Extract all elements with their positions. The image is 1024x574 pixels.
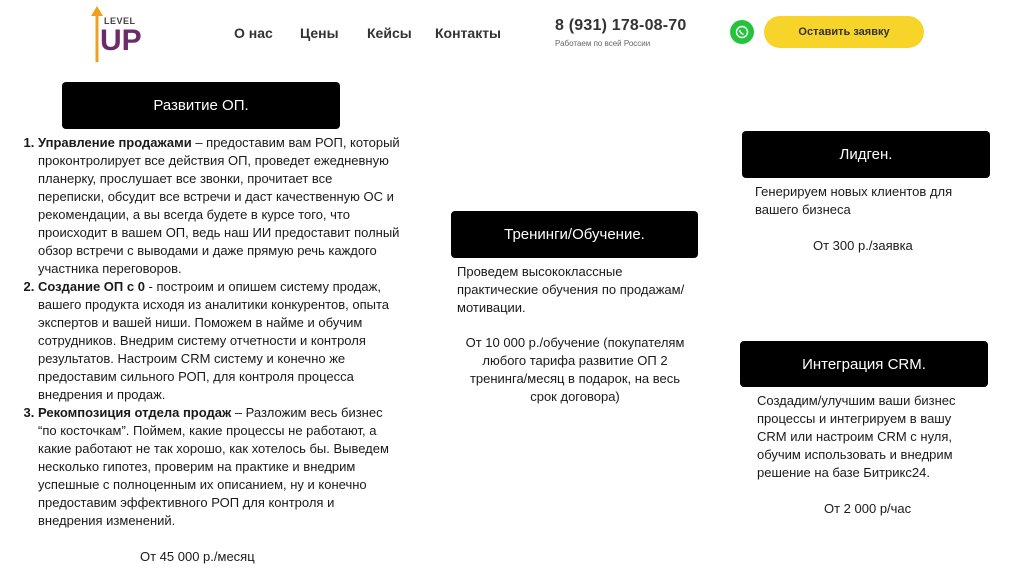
phone-number[interactable]: 8 (931) 178-08-70 xyxy=(555,17,687,34)
leadgen-price: От 300 р./заявка xyxy=(813,238,913,253)
list-item-text: – Разложим весь бизнес “по косточкам”. Поймем, какие процессы не работают, а какие работают не так хорошо, как хотелось бы. Выведем несколько гипотез, проверим на практике и внедрим успешные с полноценным их описанием, ну и конечно предоставим эффективного РОП для контроля и внедрения изменений. xyxy=(38,405,389,528)
training-description: Проведем высококлассные практические обучения по продажам/мотивации. xyxy=(457,264,685,315)
whatsapp-icon xyxy=(735,25,749,39)
level-up-logo[interactable] xyxy=(88,4,148,68)
development-list-block xyxy=(0,134,400,530)
nav-cases[interactable]: Кейсы xyxy=(367,25,412,41)
training-price: От 10 000 р./обучение (покупателям любого тарифа развитие ОП 2 тренинга/месяц в подарок, на весь срок договора) xyxy=(465,335,685,404)
section-training-title: Тренинги/Обучение. xyxy=(451,211,698,258)
list-item-title: Создание ОП с 0 xyxy=(38,279,145,294)
list-item-text: - построим и опишем систему продаж, вашего продукта исходя из аналитики конкурентов, опыта экспертов и вашей ниши. Поможем в найме и обучим сотрудников. Внедрим систему отчетности и контроля результатов. Настроим CRM систему и конечно же предоставим сильного РОП, для контроля процесса внедрения и продаж. xyxy=(38,279,390,402)
list-item-text: – предоставим вам РОП, который проконтролирует все действия ОП, проведет ежедневную планерку, прослушает все звонки, прочитает все переписки, обсудит все встречи и даст качественную ОС и рекомендации, а вы всегда будете в курсе того, что происходит в вашем ОП, ведь наш ИИ предоставит полный обзор встречи с выводами и даже прямую речь каждого участника переговоров. xyxy=(38,135,400,276)
crm-description: Создадим/улучшим ваши бизнес процессы и интегрируем в вашу CRM или настроим CRM с нуля, обучим использовать и внедрим решение на базе Битрикс24. xyxy=(757,393,956,480)
nav-contacts[interactable]: Контакты xyxy=(435,25,502,41)
whatsapp-button[interactable] xyxy=(730,20,754,44)
section-leadgen-title: Лидген. xyxy=(742,131,990,178)
nav-prices[interactable]: Цены xyxy=(300,25,339,41)
development-price: От 45 000 р./месяц xyxy=(140,549,255,564)
crm-price: От 2 000 р/час xyxy=(824,501,912,516)
logo-up-text: UP xyxy=(100,24,142,57)
list-item-title: Управление продажами xyxy=(38,135,192,150)
section-crm-title: Интеграция CRM. xyxy=(740,341,988,387)
list-item xyxy=(38,278,400,404)
leadgen-description: Генерируем новых клиентов для вашего бизнеса xyxy=(755,184,953,217)
phone-subtitle: Работаем по всей России xyxy=(555,39,651,48)
development-list xyxy=(0,134,400,530)
list-item xyxy=(38,134,400,278)
list-item xyxy=(38,404,400,530)
logo-level-text: LEVEL xyxy=(104,16,136,26)
leave-request-button[interactable]: Оставить заявку xyxy=(764,16,924,48)
section-development-title: Развитие ОП. xyxy=(62,82,340,129)
list-item-title: Рекомпозиция отдела продаж xyxy=(38,405,232,420)
nav-about[interactable]: О нас xyxy=(234,25,273,41)
site-header xyxy=(0,0,1024,80)
